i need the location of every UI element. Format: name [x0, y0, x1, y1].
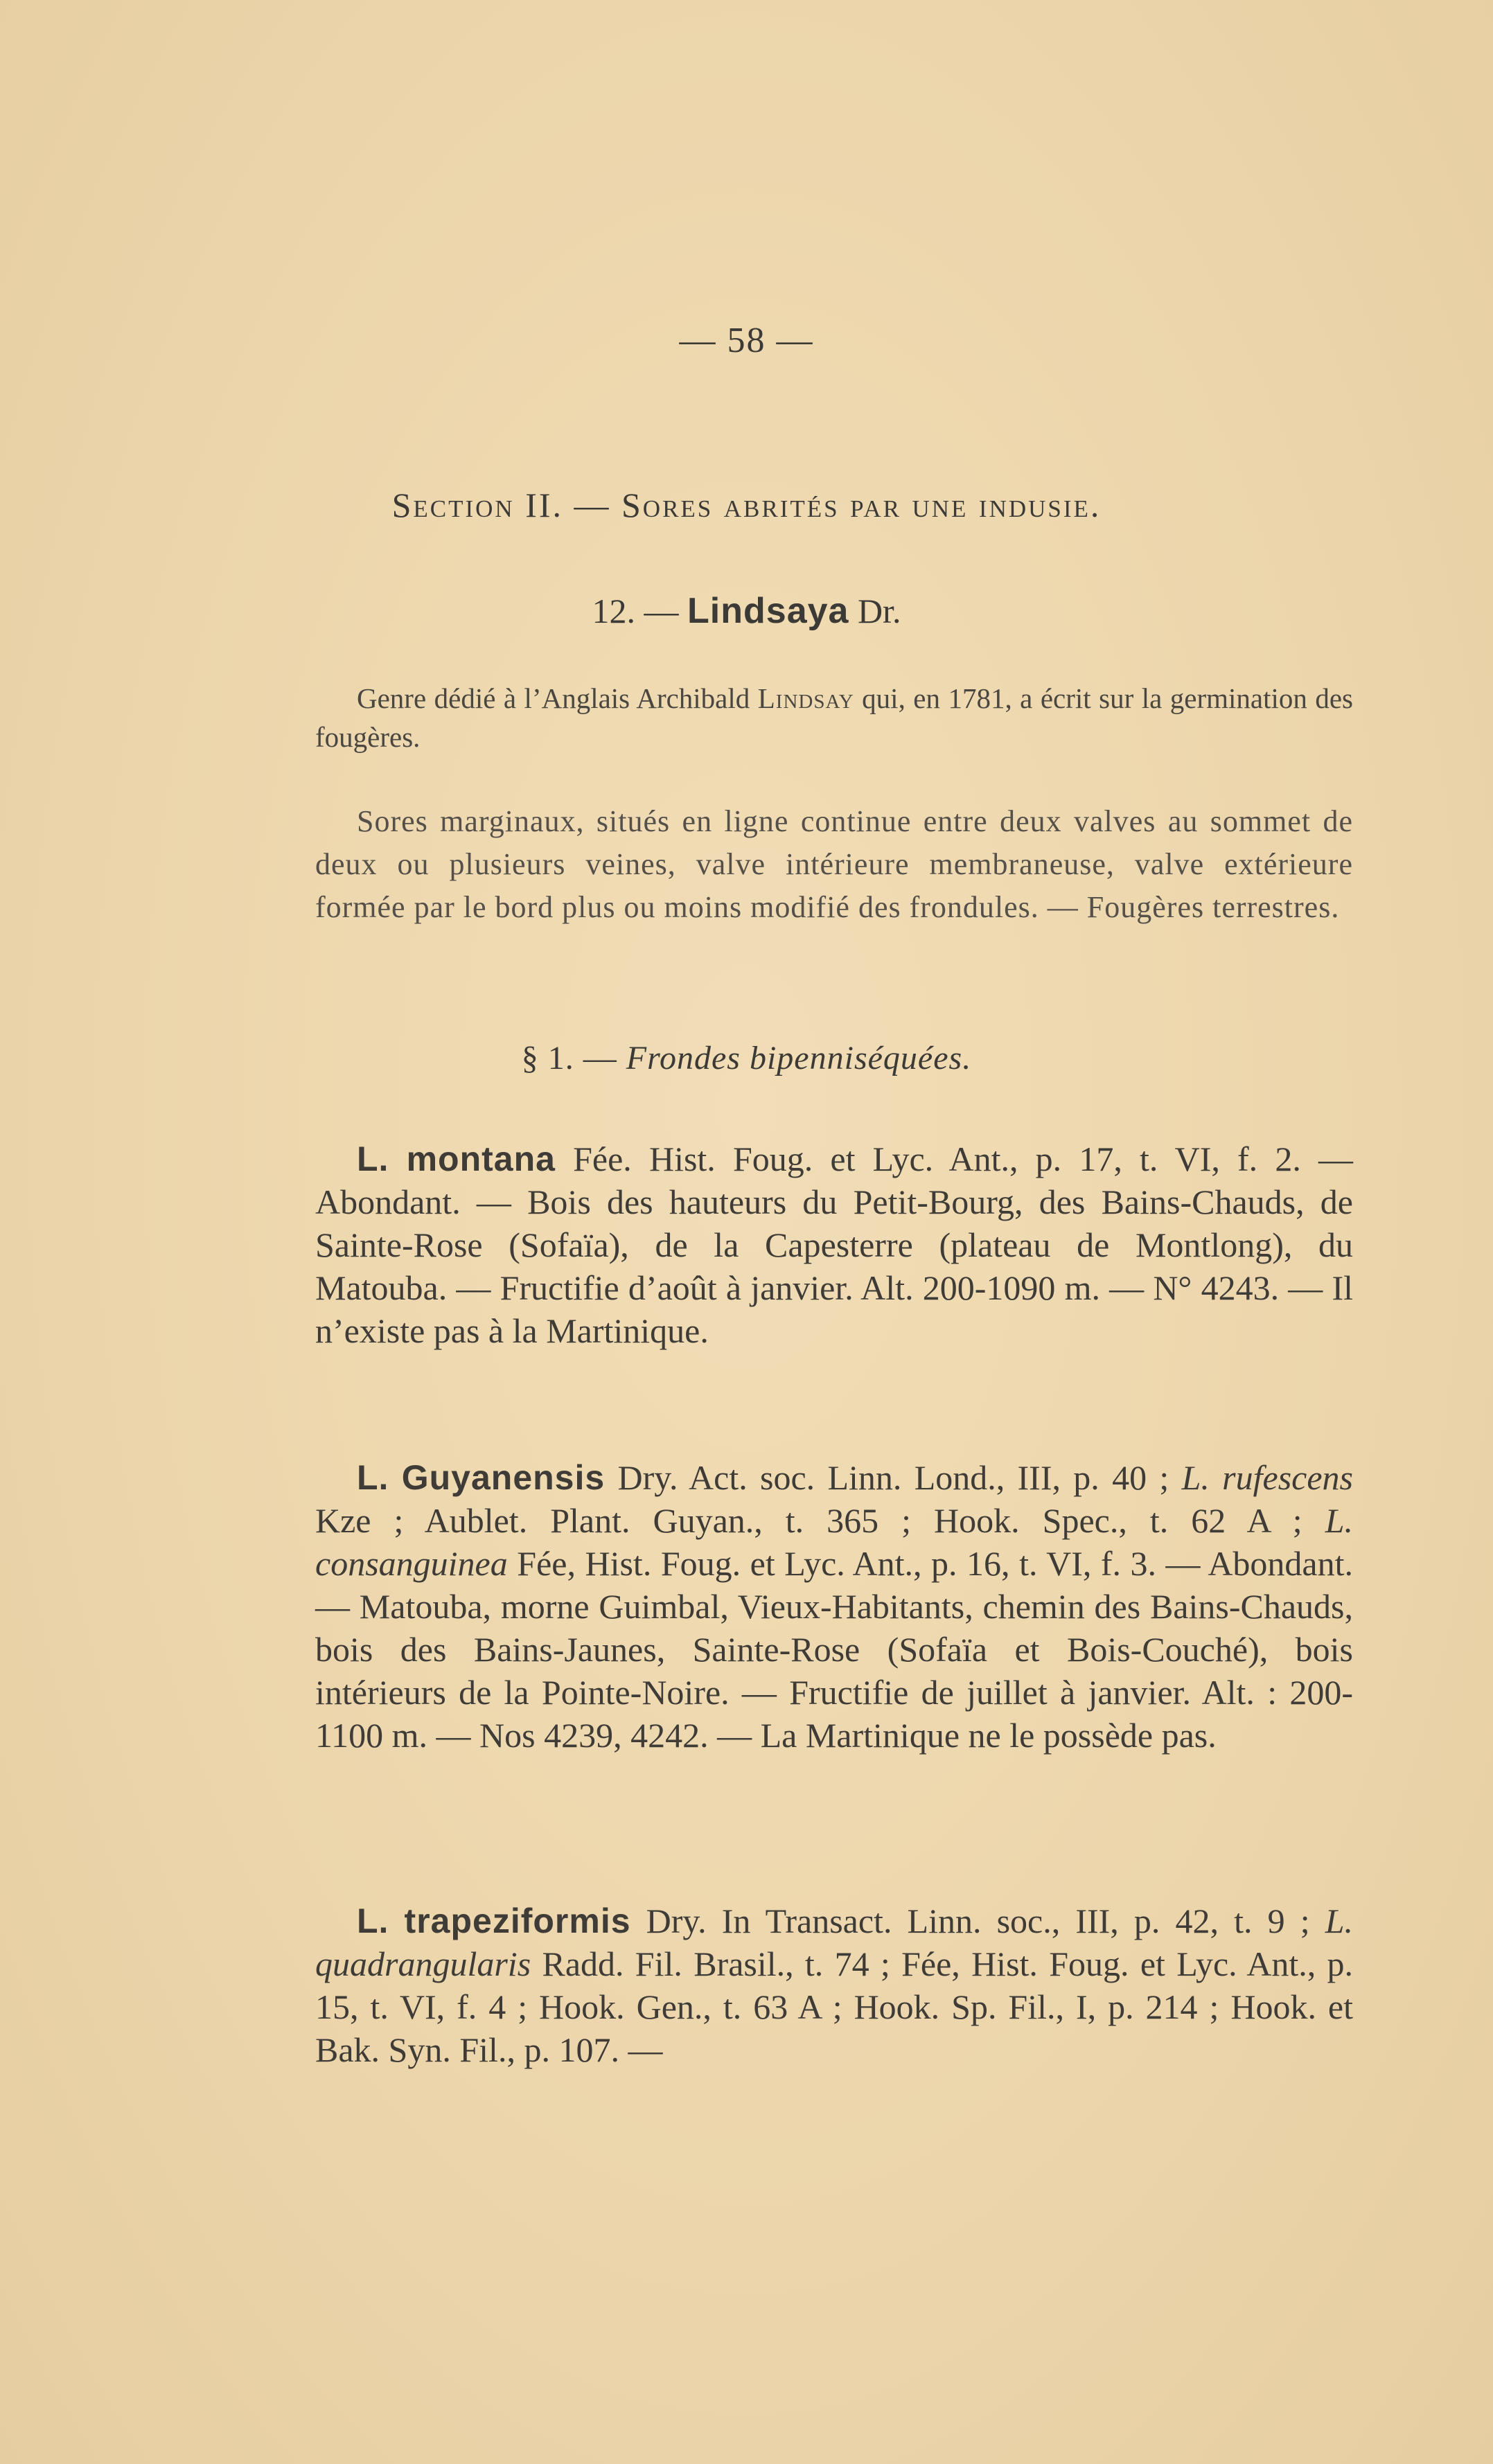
subsection-prefix: § 1. — [521, 1040, 617, 1076]
genus-description: Sores marginaux, situés en ligne continue entre deux valves au sommet de deux ou plusieurs veines, valve intérieure membraneuse, valve extérieure formée par le bord plus ou moins modifié des frondules. — Fougères terrestres. [315, 804, 1353, 924]
species-entry [315, 1456, 1353, 1757]
species-name: montana [406, 1140, 556, 1178]
species-name: trapeziformis [404, 1902, 631, 1940]
species-abbr: L. [357, 1458, 389, 1497]
species-text: Fée. Hist. Foug. et Lyc. Ant., p. 17, t. VI, f. 2. — Abondant. — Bois des hauteurs du Petit-Bourg, des Bains-Chauds, de Sainte-Rose (Sofaïa), de la Capesterre (plateau de Montlong), du Matouba. — Fructifie d’août à janvier. Alt. 200-1090 m. — N° 4243. — Il n’existe pas à la Martinique. [315, 1140, 1353, 1350]
species-synonym: L. quadrangularis [315, 1902, 1354, 1983]
subsection-title: Frondes bipenniséquées. [626, 1040, 972, 1076]
subsection-heading [0, 1039, 1493, 1077]
species-text: Dry. In Transact. Linn. soc., III, p. 42, t. 9 ; [646, 1902, 1310, 1940]
genus-author: Dr. [857, 592, 901, 630]
genus-name: Lindsaya [687, 591, 849, 631]
species-text: Kze ; Aublet. Plant. Guyan., t. 365 ; Hook. Spec., t. 62 A ; [315, 1501, 1302, 1540]
page-number: — 58 — [679, 321, 814, 360]
section-title: Section II. — Sores abrités par une indusie. [391, 486, 1102, 524]
species-abbr: L. [357, 1902, 389, 1940]
species-synonym: L. consanguinea [315, 1501, 1353, 1583]
genus-number: 12. — [592, 592, 679, 630]
species-text: Dry. Act. soc. Linn. Lond., III, p. 40 ; [617, 1458, 1169, 1497]
species-name: Guyanensis [401, 1458, 606, 1497]
dedication-before: Genre dédié à l’Anglais Archibald [357, 682, 750, 714]
species-abbr: L. [357, 1140, 389, 1178]
species-entry [315, 1899, 1353, 2071]
species-text: Radd. Fil. Brasil., t. 74 ; Fée, Hist. Foug. et Lyc. Ant., p. 15, t. VI, f. 4 ; Hook. Gen., t. 63 A ; Hook. Sp. Fil., I, p. 214 ; Hook. et Bak. Syn. Fil., p. 107. — [315, 1944, 1354, 2069]
species-synonym: L. rufescens [1181, 1458, 1354, 1497]
species-text: Fée, Hist. Foug. et Lyc. Ant., p. 16, t. VI, f. 3. — Abondant. — Matouba, morne Guimbal, Vieux-Habitants, chemin des Bains-Chauds, bois des Bains-Jaunes, Sainte-Rose (Sofaïa et Bois-Couché), bois intérieurs de la Pointe-Noire. — Fructifie de juillet à janvier. Alt. : 200-1100 m. — Nos 4239, 4242. — La Martinique ne le possède pas. [315, 1544, 1354, 1755]
dedication-after: qui, en 1781, a écrit sur la germination des fougères. [315, 682, 1353, 753]
genus-dedication [315, 679, 1353, 756]
species-entry [315, 1137, 1353, 1352]
genus-heading [0, 590, 1493, 632]
dedication-name: Lindsay [757, 682, 854, 714]
